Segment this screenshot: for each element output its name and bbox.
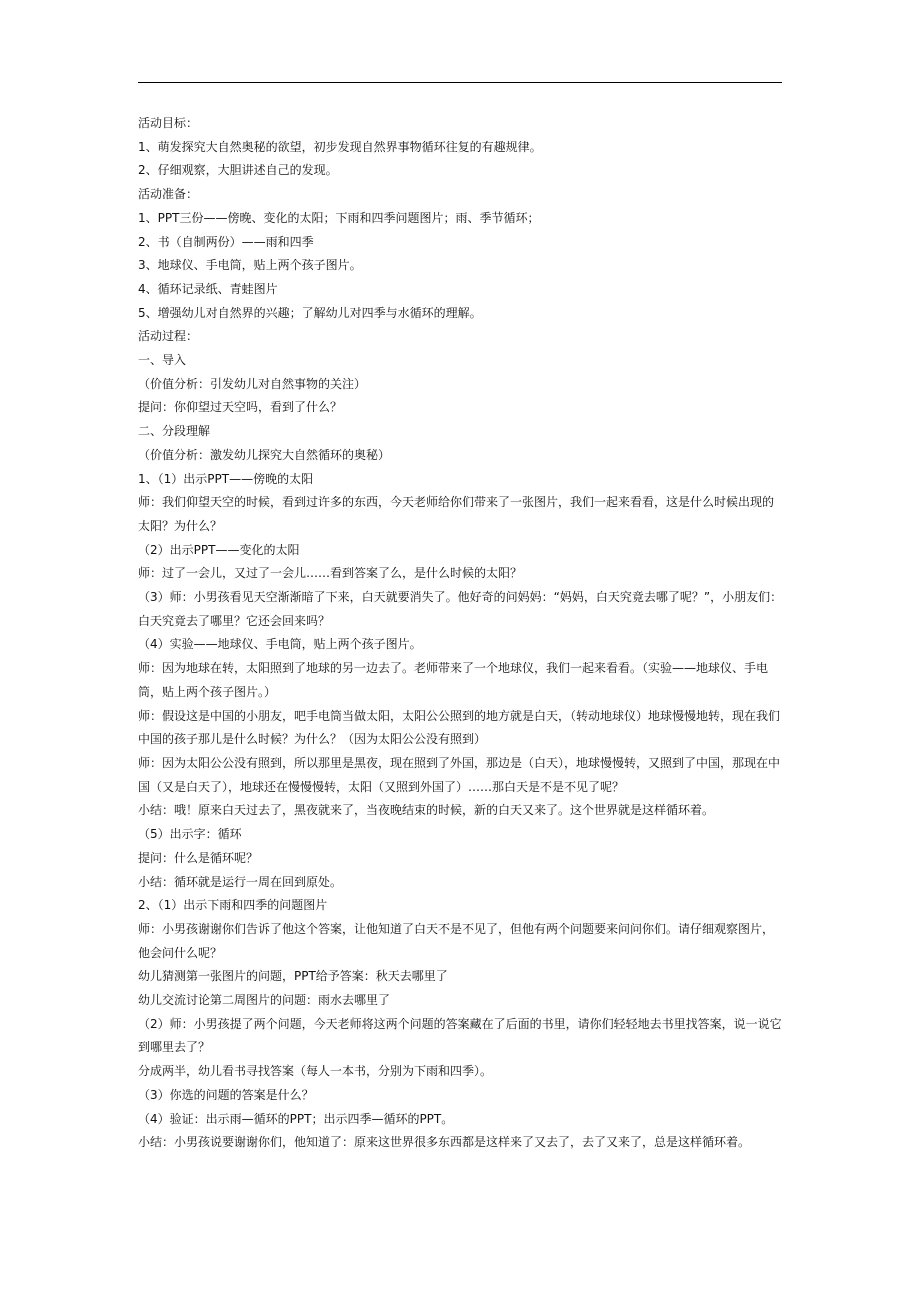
child-guess-line: 幼儿猜测第一张图片的问题，PPT给予答案：秋天去哪里了 — [138, 969, 448, 984]
question-line: 提问：你仰望过天空吗，看到了什么？ — [138, 400, 343, 415]
section-heading-process: 活动过程： — [138, 329, 199, 344]
preparation-item-2: 2、书（自制两份）——雨和四季 — [138, 234, 314, 249]
process-part-1-heading: 一、导入 — [138, 353, 187, 368]
step-2-1: 2、（1）出示下雨和四季的问题图片 — [138, 898, 328, 913]
process-part-2-heading: 二、分段理解 — [138, 424, 211, 439]
section-heading-preparation: 活动准备： — [138, 187, 199, 202]
step-2-4: （4）验证：出示雨—循环的PPT；出示四季—循环的PPT。 — [138, 1111, 454, 1126]
teacher-line-2: 师：过了一会儿，又过了一会儿……看到答案了么，是什么时候的太阳？ — [138, 566, 523, 581]
value-analysis-1: （价值分析：引发幼儿对自然事物的关注） — [138, 376, 367, 391]
step-2-3: （3）你选的问题的答案是什么？ — [138, 1087, 314, 1102]
question-cycle: 提问：什么是循环呢？ — [138, 850, 259, 865]
value-analysis-2: （价值分析：激发幼儿探究大自然循环的奥秘） — [138, 447, 391, 462]
preparation-item-3: 3、地球仪、手电筒，贴上两个孩子图片。 — [138, 258, 362, 273]
group-reading-line: 分成两半，幼儿看书寻找答案（每人一本书，分别为下雨和四季）。 — [138, 1064, 493, 1079]
summary-line-3: 小结：小男孩说要谢谢你们，他知道了：原来这世界很多东西都是这样来了又去了，去了又来了，总是这样循环着。 — [138, 1135, 751, 1150]
step-1-5: （5）出示字：循环 — [138, 827, 242, 842]
summary-line-2: 小结：循环就是运行一周在回到原处。 — [138, 874, 343, 889]
preparation-item-1: 1、PPT三份——傍晚、变化的太阳；下雨和四季问题图片；雨、季节循环； — [138, 210, 540, 225]
step-1-2: （2）出示PPT——变化的太阳 — [138, 542, 300, 557]
goal-item-1: 1、萌发探究大自然奥秘的欲望，初步发现自然界事物循环往复的有趣规律。 — [138, 139, 542, 154]
preparation-item-5: 5、增强幼儿对自然界的兴趣；了解幼儿对四季与水循环的理解。 — [138, 305, 482, 320]
goal-item-2: 2、仔细观察，大胆讲述自己的发现。 — [138, 163, 338, 178]
teacher-line-3: 师：因为地球在转，太阳照到了地球的另一边去了。老师带来了一个地球仪，我们一起来看看。（实验——地球仪、手电筒，贴上两个孩子图片。） — [138, 661, 769, 699]
child-discussion-line: 幼儿交流讨论第二周图片的问题：雨水去哪里了 — [138, 993, 391, 1008]
section-heading-goals: 活动目标： — [138, 116, 199, 130]
preparation-item-4: 4、循环记录纸、青蛙图片 — [138, 281, 278, 296]
step-1-1: 1、（1）出示PPT——傍晚的太阳 — [138, 471, 314, 486]
header-rule — [138, 82, 782, 83]
teacher-line-6: 师：小男孩谢谢你们告诉了他这个答案，让他知道了白天不是不见了，但他有两个问题要来问问你们。请仔细观察图片，他会问什么呢？ — [138, 921, 775, 960]
teacher-line-4: 师：假设这是中国的小朋友，吧手电筒当做太阳，太阳公公照到的地方就是白天，（转动地球仪）地球慢慢地转，现在我们中国的孩子那儿是什么时候？为什么？（因为太阳公公没有照到） — [138, 708, 781, 747]
document-body — [138, 112, 784, 1155]
teacher-line-5: 师：因为太阳公公没有照到，所以那里是黑夜，现在照到了外国，那边是（白天），地球慢慢转，又照到了中国，那现在中国（又是白天了），地球还在慢慢慢转，太阳（又照到外国了）……那白天是不是不见了呢？ — [138, 755, 781, 794]
step-1-4: （4）实验——地球仪、手电筒，贴上两个孩子图片。 — [138, 637, 422, 652]
step-2-2: （2）师：小男孩提了两个问题，今天老师将这两个问题的答案藏在了后面的书里，请你们轻轻地去书里找答案，说一说它到哪里去了？ — [138, 1016, 782, 1055]
teacher-line-1: 师：我们仰望天空的时候，看到过许多的东西，今天老师给你们带来了一张图片，我们一起来看看，这是什么时候出现的太阳？为什么？ — [138, 495, 775, 533]
step-1-3: （3）师：小男孩看见天空渐渐暗了下来，白天就要消失了。他好奇的问妈妈：“妈妈，白天究竟去哪了呢？”，小朋友们：白天究竟去了哪里？它还会回来吗？ — [138, 590, 783, 628]
summary-line-1: 小结：哦！原来白天过去了，黑夜就来了，当夜晚结束的时候，新的白天又来了。这个世界就是这样循环着。 — [138, 803, 715, 818]
